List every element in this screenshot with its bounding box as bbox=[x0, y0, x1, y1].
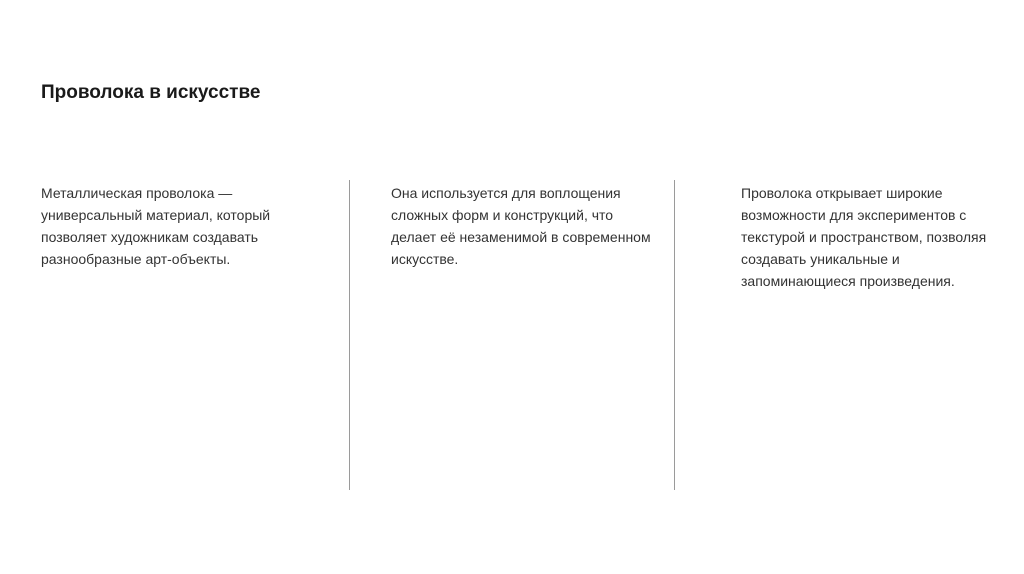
column-3-line: Проволока открывает широкие bbox=[741, 185, 943, 201]
column-1-line: разнообразные арт-объекты. bbox=[41, 251, 231, 267]
column-3-line: возможности для экспериментов с bbox=[741, 207, 967, 223]
column-2-line: Она используется для воплощения bbox=[391, 185, 621, 201]
column-2-line: делает её незаменимой в современном bbox=[391, 229, 651, 245]
column-1-line: Металлическая проволока — bbox=[41, 185, 233, 201]
column-divider bbox=[674, 180, 675, 490]
slide-title: Проволока в искусстве bbox=[41, 82, 261, 103]
column-3-line: текстурой и пространством, позволяя bbox=[741, 229, 987, 245]
column-2-line: сложных форм и конструкций, что bbox=[391, 207, 614, 223]
text-column-2 bbox=[391, 182, 661, 270]
text-column-3 bbox=[741, 182, 1001, 292]
column-3-line: создавать уникальные и bbox=[741, 251, 900, 267]
text-column-1 bbox=[41, 182, 331, 270]
column-3-line: запоминающиеся произведения. bbox=[741, 273, 955, 289]
column-1-line: позволяет художникам создавать bbox=[41, 229, 259, 245]
column-divider bbox=[349, 180, 350, 490]
column-1-line: универсальный материал, который bbox=[41, 207, 271, 223]
column-2-line: искусстве. bbox=[391, 251, 459, 267]
